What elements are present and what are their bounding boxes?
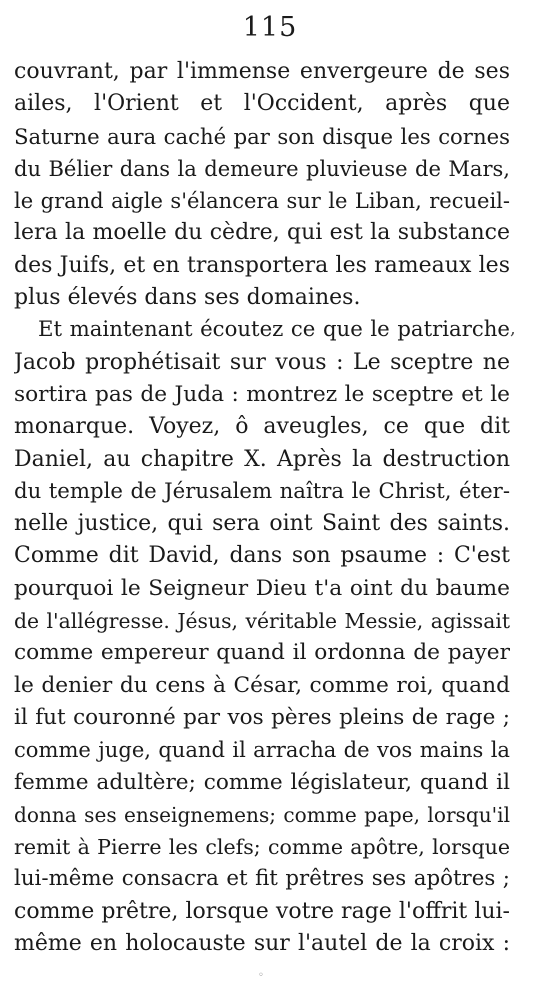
text-line: comme prêtre, lorsque votre rage l'offrit lui- (14, 898, 510, 924)
page-number: 115 (242, 12, 298, 43)
paragraph-end-line: plus élevés dans ses domaines. (14, 285, 361, 311)
text-line: Jacob prophétisait sur vous : Le sceptre ne (14, 349, 510, 375)
text-line: donna ses enseignemens; comme pape, lorsqu'il (14, 802, 510, 827)
text-line: sortira pas de Juda : montrez le sceptre et le (14, 381, 510, 407)
text-line: remit à Pierre les clefs; comme apôtre, lorsque (14, 835, 510, 860)
margin-speck: , (510, 318, 516, 339)
text-line: lui-même consacra et fit prêtres ses apôtres ; (14, 866, 510, 892)
body-text (14, 56, 510, 960)
text-line: de l'allégresse. Jésus, véritable Messie, agissait (14, 609, 510, 634)
text-line: ailes, l'Orient et l'Occident, après que (14, 91, 510, 117)
text-line: nelle justice, qui sera oint Saint des saints. (14, 511, 510, 537)
bottom-speck: ◦ (258, 970, 264, 981)
text-line: Saturne aura caché par son disque les cornes (14, 123, 510, 149)
text-line: le grand aigle s'élancera sur le Liban, recueil- (14, 188, 510, 214)
text-line: comme empereur quand il ordonna de payer (14, 640, 510, 666)
text-line: Comme dit David, dans son psaume : C'est (14, 543, 510, 569)
text-line: Daniel, au chapitre X. Après la destruction (14, 446, 510, 472)
text-line: femme adultère; comme législateur, quand il (14, 769, 510, 795)
text-line: comme juge, quand il arracha de vos mains la (14, 737, 510, 763)
text-line: pourquoi le Seigneur Dieu t'a oint du baume (14, 575, 510, 601)
text-line: des Juifs, et en transportera les rameaux les (14, 252, 510, 278)
text-line: il fut couronné par vos pères pleins de rage ; (14, 704, 510, 730)
text-line: lera la moelle du cèdre, qui est la substance (14, 220, 510, 246)
text-line: couvrant, par l'immense envergeure de ses (14, 59, 510, 84)
text-line: monarque. Voyez, ô aveugles, ce que dit (14, 414, 510, 440)
text-line: du temple de Jérusalem naîtra le Christ, éter- (14, 478, 510, 504)
text-line: même en holocauste sur l'autel de la croix : (14, 931, 510, 957)
text-line: du Bélier dans la demeure pluvieuse de Mars, (14, 155, 510, 181)
text-line: le denier du cens à César, comme roi, quand (14, 672, 510, 698)
paragraph-start-line: Et maintenant écoutez ce que le patriarche (38, 317, 510, 343)
